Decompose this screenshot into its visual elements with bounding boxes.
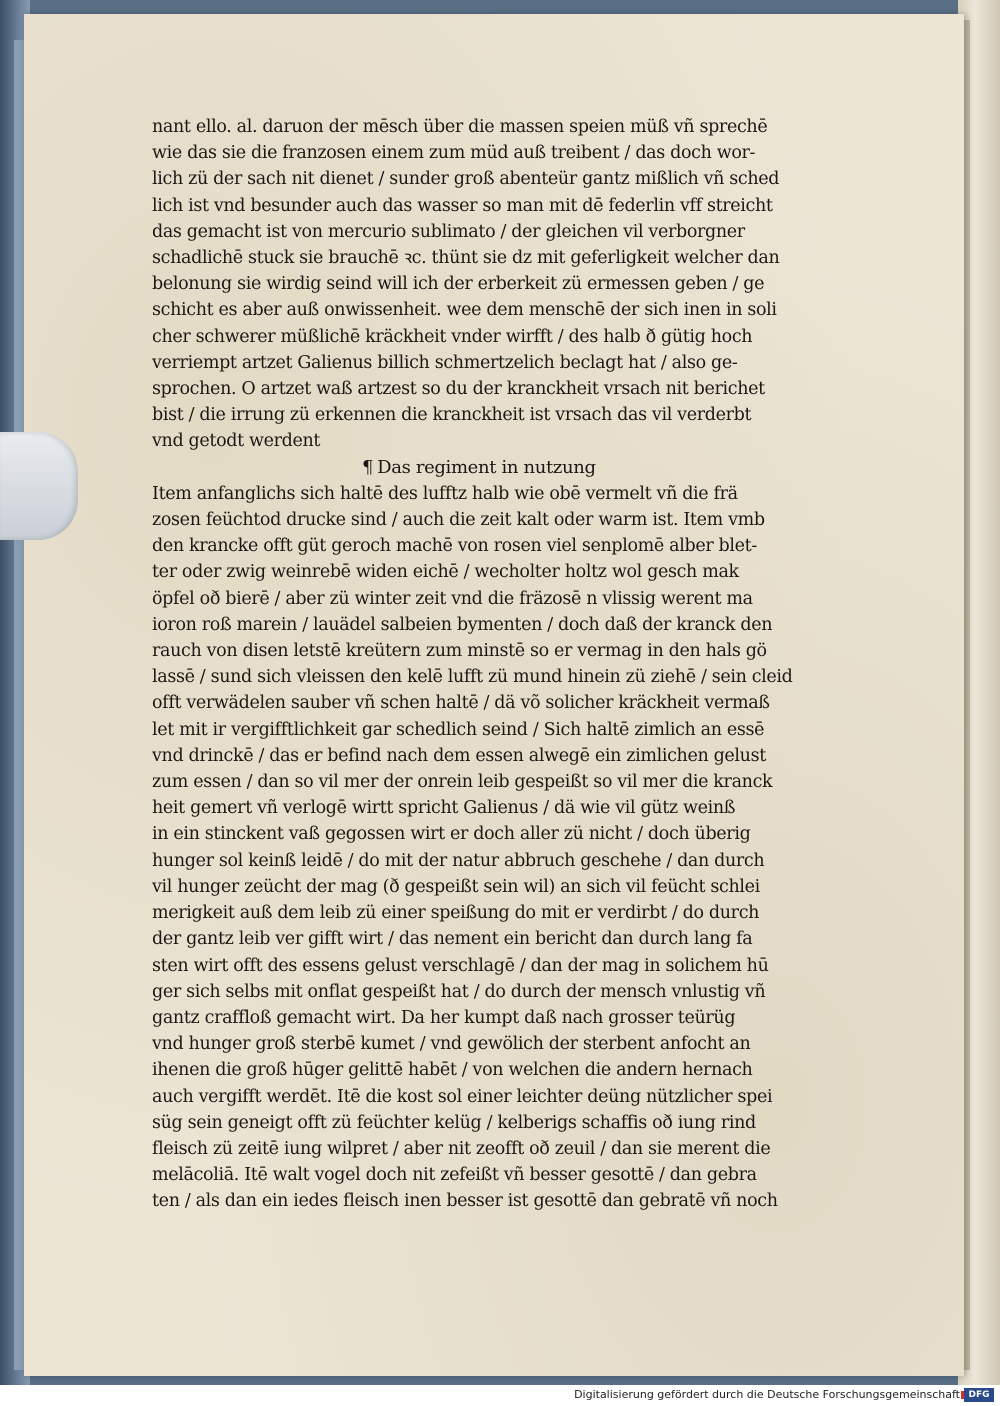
text-line: schadlichē stuck sie brauchē ꝛc. thünt sie dz mit geferligkeit welcher dan	[152, 248, 780, 269]
text-line: verriempt artzet Galienus billich schmertzelich beclagt hat / also ge-	[152, 352, 738, 373]
text-line: ioron roß marein / lauädel salbeien bymenten / doch daß der kranck den	[152, 614, 773, 635]
text-line: schicht es aber auß onwissenheit. wee dem menschē der sich inen in soli	[152, 300, 777, 321]
text-line: vnd hunger groß sterbē kumet / vnd gewölich der sterbent anfocht an	[152, 1034, 751, 1055]
text-line: melācoliā. Itē walt vogel doch nit zefeißt vñ besser gesottē / dan gebra	[152, 1165, 757, 1186]
text-line: ten / als dan ein iedes fleisch inen besser ist gesottē dan gebratē vñ noch	[152, 1191, 778, 1212]
text-line: lich zü der sach nit dienet / sunder groß abenteür gantz mißlich vñ sched	[152, 169, 780, 190]
text-line: ihenen die groß hūger gelittē habēt / von welchen die andern hernach	[152, 1060, 753, 1081]
text-line: hunger sol keinß leidē / do mit der natur abbruch geschehe / dan durch	[152, 850, 765, 871]
text-line: let mit ir vergifftlichkeit gar schedlich seind / Sich haltē zimlich an essē	[152, 719, 765, 740]
text-line: cher schwerer müßlichē kräckheit vnder wirfft / des halb ð gütig hoch	[152, 326, 753, 347]
text-line: lich ist vnd besunder auch das wasser so man mit dē federlin vff streicht	[152, 195, 773, 216]
section-heading-text: Das regiment in nutzung	[377, 456, 596, 478]
text-line: nant ello. al. daruon der mēsch über die massen speien müß vñ sprechē	[152, 117, 768, 137]
text-line: süg sein geneigt offt zü feüchter kelüg / kelberigs schaffis oð iung rind	[152, 1112, 756, 1133]
pilcrow-mark: ¶	[362, 456, 374, 478]
text-line: heit gemert vñ verlogē wirtt spricht Galienus / dä wie vil gütz weinß	[152, 798, 736, 819]
text-line: lassē / sund sich vleissen den kelē lufft zü mund hinein zü ziehē / sein cleid	[152, 667, 793, 688]
text-line: bist / die irrung zü erkennen die kranckheit ist vrsach das vil verderbt	[152, 405, 752, 426]
text-line: ter oder zwig weinrebē widen eichē / wecholter holtz wol gesch mak	[152, 562, 739, 583]
paragraph-one	[152, 114, 852, 455]
text-line: zum essen / dan so vil mer der onrein leib gespeißt so vil mer die kranck	[152, 772, 773, 793]
paragraph-two	[152, 481, 852, 1215]
text-line: offt verwädelen sauber vñ schen haltē / dä võ solicher kräckheit vermaß	[152, 693, 770, 714]
text-line: sten wirt offt des essens gelust verschlagē / dan der mag in solichem hū	[152, 955, 769, 976]
text-line: in ein stinckent vaß gegossen wirt er doch aller zü nicht / doch überig	[152, 824, 751, 845]
page-clip	[0, 432, 78, 540]
text-line: belonung sie wirdig seind will ich der erberkeit zü ermessen geben / ge	[152, 274, 765, 295]
text-line: den krancke offt güt geroch machē von rosen viel senplomē alber blet-	[152, 536, 757, 557]
book-page	[24, 14, 964, 1376]
page-text-block	[152, 114, 852, 1215]
section-heading	[152, 455, 852, 481]
text-line: vnd getodt werdent	[152, 431, 321, 452]
text-line: ger sich selbs mit onflat gespeißt hat / do durch der mensch vnlustig vñ	[152, 981, 766, 1002]
text-line: fleisch zü zeitē iung wilpret / aber nit zeofft oð zeuil / dan sie merent die	[152, 1138, 771, 1159]
text-line: wie das sie die franzosen einem zum müd auß treibent / das doch wor-	[152, 143, 756, 164]
text-line: zosen feüchtod drucke sind / auch die zeit kalt oder warm ist. Item vmb	[152, 510, 765, 531]
text-line: sprochen. O artzet waß artzest so du der kranckheit vrsach nit berichet	[152, 379, 765, 400]
funding-credit: Digitalisierung gefördert durch die Deutsche Forschungsgemeinschaft	[574, 1388, 960, 1401]
text-line: vil hunger zeücht der mag (ð gespeißt sein wil) an sich vil feücht schlei	[152, 876, 760, 897]
text-line: das gemacht ist von mercurio sublimato / der gleichen vil verborgner	[152, 221, 745, 242]
footer-bar	[0, 1385, 1000, 1406]
dfg-logo: DFG	[964, 1388, 994, 1402]
text-line: öpfel oð bierē / aber zü winter zeit vnd die fräzosē n vlissig werent ma	[152, 588, 753, 609]
text-line: merigkeit auß dem leib zü einer speißung do mit er verdirbt / do durch	[152, 903, 760, 924]
text-line: rauch von disen letstē kreütern zum minstē so er vermag in den hals gö	[152, 641, 767, 662]
text-line: gantz craffloß gemacht wirt. Da her kumpt daß nach grosser teürüg	[152, 1007, 736, 1028]
text-line: auch vergifft werdēt. Itē die kost sol einer leichter deüng nützlicher spei	[152, 1086, 773, 1107]
text-line: vnd drinckē / das er befind nach dem essen alwegē ein zimlichen gelust	[152, 745, 766, 766]
text-line: der gantz leib ver gifft wirt / das nement ein bericht dan durch lang fa	[152, 929, 753, 950]
text-line: Item anfanglichs sich haltē des lufftz halb wie obē vermelt vñ die frä	[152, 483, 738, 504]
